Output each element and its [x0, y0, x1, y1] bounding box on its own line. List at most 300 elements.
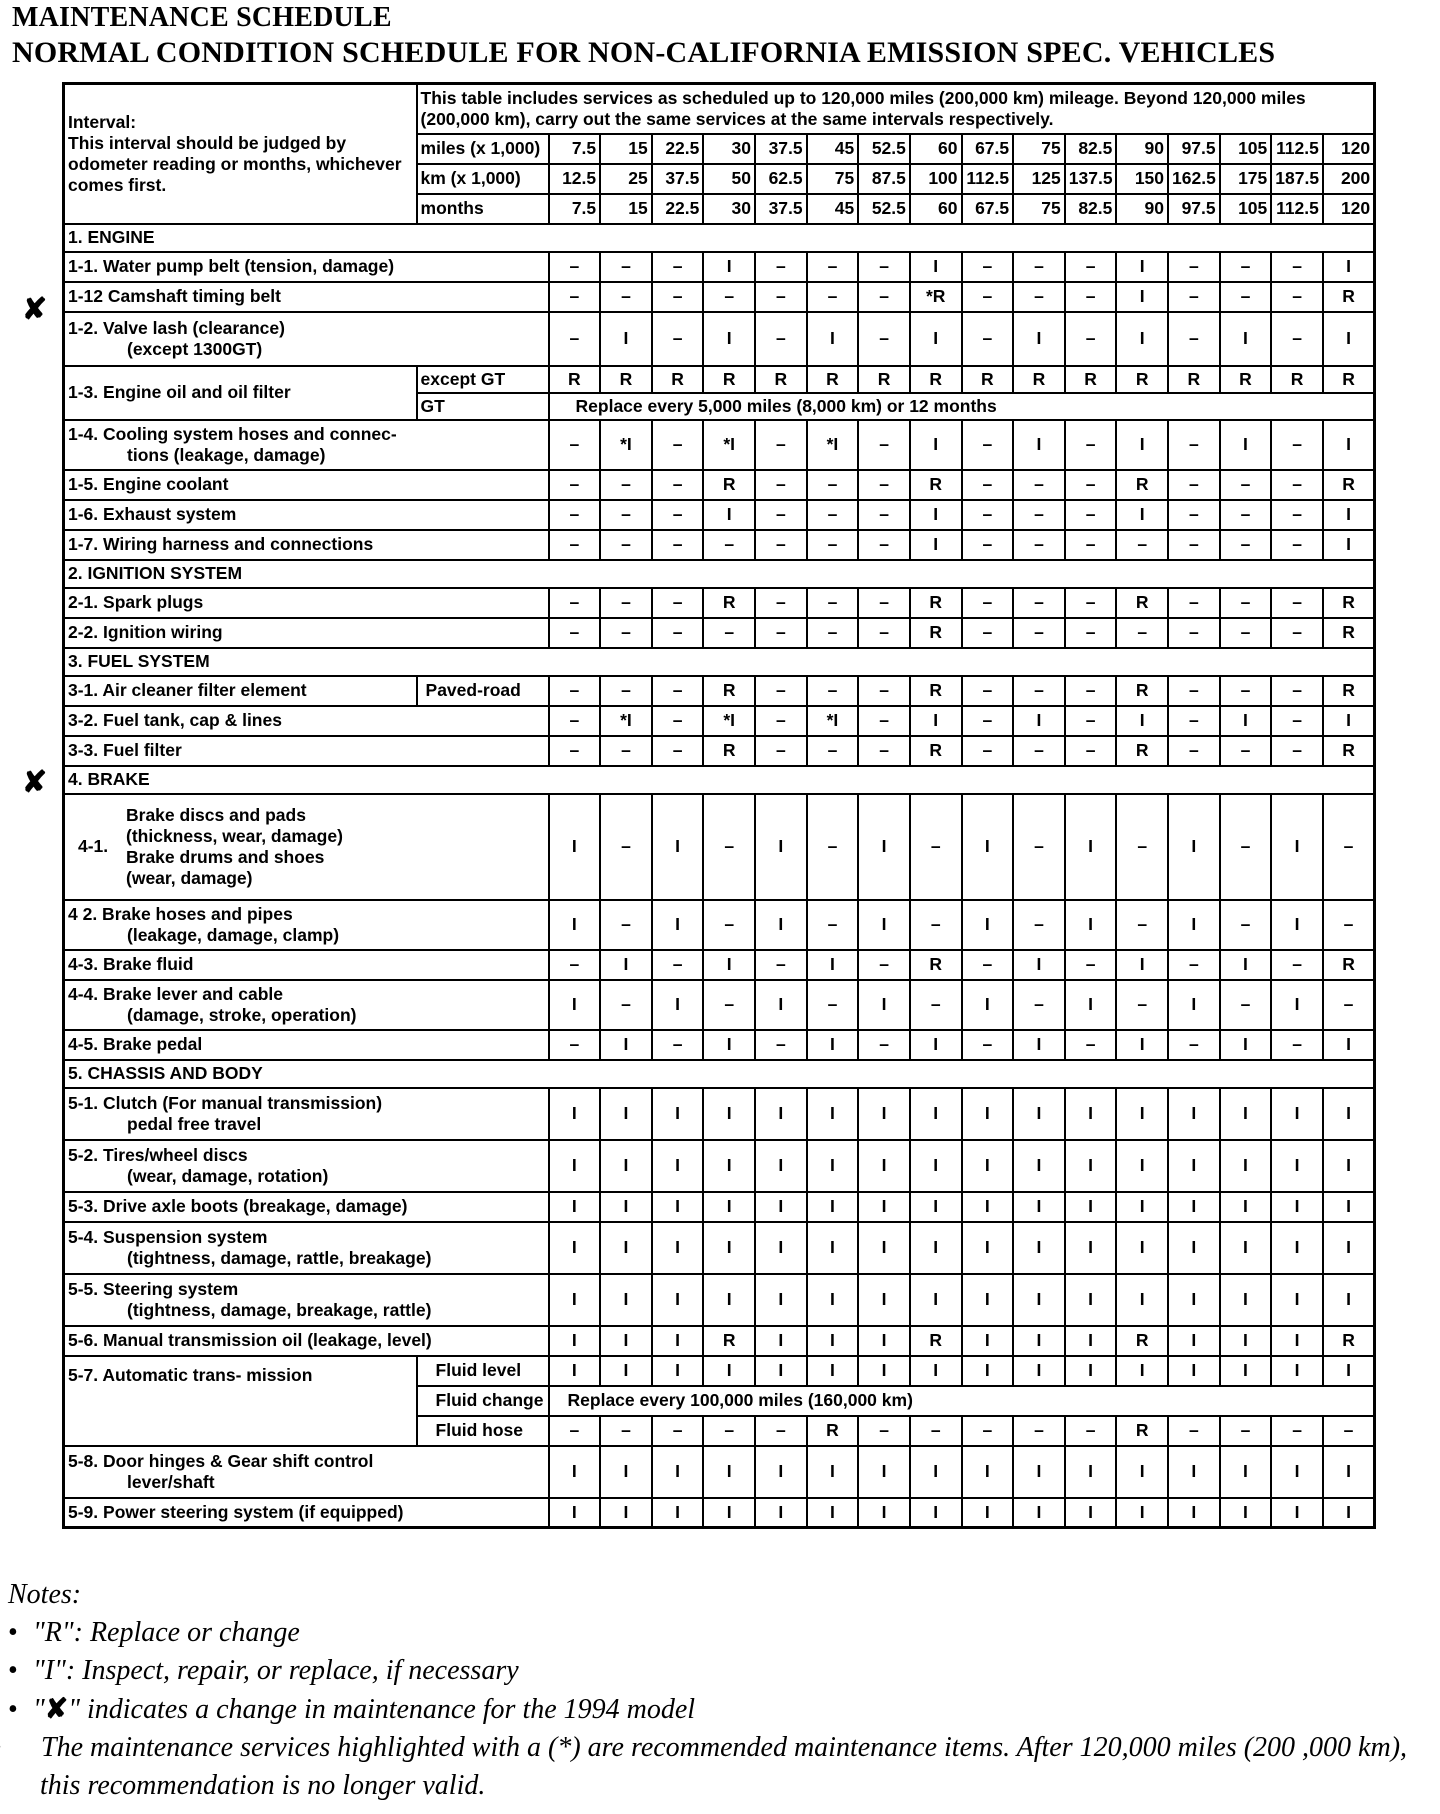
- schedule-cell: –: [962, 1030, 1014, 1060]
- schedule-cell: –: [1065, 282, 1117, 312]
- schedule-cell: –: [549, 676, 601, 706]
- schedule-cell: –: [1220, 1416, 1272, 1446]
- schedule-cell: –: [1116, 530, 1168, 560]
- item-label: 1-1. Water pump belt (tension, damage): [64, 252, 549, 282]
- schedule-cell: I: [1065, 1140, 1117, 1192]
- schedule-cell: –: [807, 900, 859, 950]
- schedule-cell: I: [1013, 1274, 1065, 1326]
- sub-label: GT: [417, 393, 549, 420]
- interval-value: 175: [1220, 164, 1272, 194]
- schedule-cell: I: [858, 1356, 910, 1386]
- schedule-cell: I: [807, 1326, 859, 1356]
- schedule-cell: –: [1220, 900, 1272, 950]
- schedule-cell: –: [652, 282, 704, 312]
- schedule-cell: I: [1168, 1140, 1220, 1192]
- schedule-cell: –: [1220, 980, 1272, 1030]
- schedule-cell: I: [1013, 1356, 1065, 1386]
- schedule-cell: I: [549, 980, 601, 1030]
- schedule-cell: –: [600, 676, 652, 706]
- schedule-cell: –: [755, 470, 807, 500]
- schedule-cell: I: [807, 1192, 859, 1222]
- schedule-cell: R: [910, 676, 962, 706]
- item-label: 4-5. Brake pedal: [64, 1030, 549, 1060]
- schedule-cell: –: [962, 676, 1014, 706]
- schedule-cell: R: [1116, 1416, 1168, 1446]
- schedule-cell: I: [1220, 1446, 1272, 1498]
- schedule-cell: –: [1013, 530, 1065, 560]
- schedule-cell: –: [703, 618, 755, 648]
- schedule-cell: I: [858, 1088, 910, 1140]
- schedule-cell: *I: [807, 420, 859, 470]
- schedule-cell: I: [755, 1498, 807, 1528]
- schedule-cell: R: [1116, 1326, 1168, 1356]
- schedule-cell: R: [1116, 676, 1168, 706]
- schedule-cell: –: [1065, 470, 1117, 500]
- schedule-cell: –: [1271, 588, 1323, 618]
- schedule-cell: –: [1220, 530, 1272, 560]
- schedule-cell: I: [910, 1192, 962, 1222]
- schedule-cell: –: [652, 618, 704, 648]
- schedule-cell: I: [962, 1274, 1014, 1326]
- schedule-cell: –: [755, 736, 807, 766]
- schedule-cell: –: [1220, 794, 1272, 900]
- schedule-cell: R: [1323, 950, 1375, 980]
- schedule-cell: –: [703, 530, 755, 560]
- schedule-cell: I: [1065, 1274, 1117, 1326]
- schedule-cell: –: [1013, 500, 1065, 530]
- schedule-cell: I: [652, 1274, 704, 1326]
- schedule-cell: –: [549, 618, 601, 648]
- schedule-cell: I: [807, 1498, 859, 1528]
- interval-value: 52.5: [858, 194, 910, 224]
- schedule-cell: I: [1013, 706, 1065, 736]
- schedule-cell: –: [1220, 676, 1272, 706]
- interval-value: 125: [1013, 164, 1065, 194]
- schedule-cell: I: [1013, 1326, 1065, 1356]
- schedule-cell: I: [858, 1498, 910, 1528]
- schedule-cell: I: [652, 1326, 704, 1356]
- schedule-cell: –: [1116, 980, 1168, 1030]
- schedule-cell: –: [807, 618, 859, 648]
- schedule-cell: –: [962, 282, 1014, 312]
- schedule-cell: I: [755, 980, 807, 1030]
- item-label: 5-2. Tires/wheel discs (wear, damage, rotation): [64, 1140, 549, 1192]
- schedule-cell: R: [1116, 588, 1168, 618]
- schedule-cell: –: [1168, 470, 1220, 500]
- schedule-cell: R: [910, 588, 962, 618]
- interval-value: 67.5: [962, 134, 1014, 164]
- schedule-cell: I: [1168, 1088, 1220, 1140]
- schedule-cell: I: [1116, 1274, 1168, 1326]
- gt-note: Replace every 5,000 miles (8,000 km) or 12 months: [549, 393, 1375, 420]
- schedule-cell: I: [858, 1192, 910, 1222]
- notes: [8, 1576, 1440, 1805]
- schedule-cell: I: [600, 950, 652, 980]
- schedule-cell: –: [1271, 530, 1323, 560]
- interval-value: 200: [1323, 164, 1375, 194]
- schedule-cell: I: [652, 1140, 704, 1192]
- interval-value: 60: [910, 134, 962, 164]
- interval-value: 22.5: [652, 194, 704, 224]
- section-chassis: 5. CHASSIS AND BODY: [64, 1060, 1375, 1088]
- schedule-cell: I: [755, 900, 807, 950]
- schedule-cell: I: [1168, 1274, 1220, 1326]
- item-label: 5-8. Door hinges & Gear shift control lever/shaft: [64, 1446, 549, 1498]
- schedule-cell: –: [962, 618, 1014, 648]
- schedule-cell: –: [600, 1416, 652, 1446]
- schedule-cell: I: [703, 1140, 755, 1192]
- schedule-cell: –: [703, 900, 755, 950]
- schedule-cell: I: [1168, 1222, 1220, 1274]
- schedule-cell: –: [1271, 950, 1323, 980]
- months-label: months: [417, 194, 549, 224]
- schedule-cell: I: [858, 1326, 910, 1356]
- schedule-cell: I: [703, 1192, 755, 1222]
- schedule-cell: –: [600, 252, 652, 282]
- schedule-cell: –: [1065, 618, 1117, 648]
- schedule-cell: –: [1323, 1416, 1375, 1446]
- schedule-cell: I: [703, 1088, 755, 1140]
- interval-value: 60: [910, 194, 962, 224]
- schedule-cell: –: [1220, 500, 1272, 530]
- schedule-cell: I: [910, 706, 962, 736]
- schedule-cell: R: [703, 1326, 755, 1356]
- interval-label: Interval:: [68, 111, 137, 132]
- schedule-cell: –: [1013, 470, 1065, 500]
- schedule-cell: I: [1116, 1446, 1168, 1498]
- schedule-cell: I: [962, 1356, 1014, 1386]
- schedule-cell: –: [1323, 980, 1375, 1030]
- schedule-cell: –: [755, 950, 807, 980]
- note-x: • "✘" indicates a change in maintenance for the 1994 model: [8, 1693, 696, 1725]
- section-ignition: 2. IGNITION SYSTEM: [64, 560, 1375, 588]
- schedule-cell: I: [1013, 950, 1065, 980]
- maintenance-table: [62, 82, 1376, 1529]
- interval-value: 15: [600, 134, 652, 164]
- schedule-cell: I: [703, 1222, 755, 1274]
- schedule-cell: R: [1323, 1326, 1375, 1356]
- interval-value: 100: [910, 164, 962, 194]
- schedule-cell: –: [652, 736, 704, 766]
- schedule-cell: I: [600, 1088, 652, 1140]
- schedule-cell: I: [910, 1030, 962, 1060]
- schedule-cell: I: [1013, 1446, 1065, 1498]
- interval-value: 30: [703, 194, 755, 224]
- schedule-cell: –: [1065, 1416, 1117, 1446]
- schedule-cell: I: [910, 1274, 962, 1326]
- schedule-cell: I: [1013, 312, 1065, 366]
- item-label: 5-6. Manual transmission oil (leakage, level): [64, 1326, 549, 1356]
- item-label: 1-3. Engine oil and oil filter: [64, 366, 417, 420]
- schedule-cell: R: [1323, 676, 1375, 706]
- schedule-cell: –: [652, 950, 704, 980]
- interval-value: 37.5: [652, 164, 704, 194]
- schedule-cell: R: [1168, 366, 1220, 393]
- schedule-cell: –: [858, 500, 910, 530]
- schedule-cell: I: [1013, 1192, 1065, 1222]
- schedule-cell: I: [549, 1222, 601, 1274]
- schedule-cell: –: [652, 706, 704, 736]
- schedule-cell: I: [858, 1140, 910, 1192]
- schedule-cell: –: [962, 312, 1014, 366]
- item-label: 4 2. Brake hoses and pipes (leakage, damage, clamp): [64, 900, 549, 950]
- schedule-cell: R: [1323, 470, 1375, 500]
- schedule-cell: I: [1116, 706, 1168, 736]
- interval-value: 37.5: [755, 194, 807, 224]
- schedule-cell: I: [807, 1446, 859, 1498]
- page-subtitle: NORMAL CONDITION SCHEDULE FOR NON-CALIFORNIA EMISSION SPEC. VEHICLES: [12, 36, 1276, 69]
- schedule-cell: –: [703, 282, 755, 312]
- schedule-cell: I: [703, 1498, 755, 1528]
- schedule-cell: –: [549, 950, 601, 980]
- interval-value: 45: [807, 134, 859, 164]
- schedule-cell: I: [962, 1140, 1014, 1192]
- schedule-cell: –: [1323, 794, 1375, 900]
- schedule-cell: I: [703, 1274, 755, 1326]
- schedule-cell: I: [858, 794, 910, 900]
- interval-value: 30: [703, 134, 755, 164]
- interval-value: 187.5: [1271, 164, 1323, 194]
- schedule-cell: –: [600, 980, 652, 1030]
- schedule-cell: I: [1271, 1140, 1323, 1192]
- schedule-cell: R: [1323, 588, 1375, 618]
- schedule-cell: –: [1013, 736, 1065, 766]
- schedule-cell: –: [807, 588, 859, 618]
- section-brake: 4. BRAKE: [64, 766, 1375, 794]
- schedule-cell: –: [600, 736, 652, 766]
- schedule-cell: –: [755, 500, 807, 530]
- interval-value: 90: [1116, 194, 1168, 224]
- schedule-cell: –: [549, 530, 601, 560]
- schedule-cell: –: [600, 794, 652, 900]
- schedule-cell: I: [807, 1222, 859, 1274]
- schedule-cell: R: [910, 1326, 962, 1356]
- schedule-cell: I: [1323, 500, 1375, 530]
- schedule-cell: –: [549, 706, 601, 736]
- schedule-cell: –: [1271, 312, 1323, 366]
- schedule-cell: I: [1013, 1498, 1065, 1528]
- schedule-cell: –: [1168, 736, 1220, 766]
- schedule-cell: –: [807, 470, 859, 500]
- schedule-cell: –: [1065, 706, 1117, 736]
- section-fuel: 3. FUEL SYSTEM: [64, 648, 1375, 676]
- schedule-cell: –: [1013, 794, 1065, 900]
- page-title: MAINTENANCE SCHEDULE: [12, 2, 392, 33]
- schedule-cell: I: [1323, 1088, 1375, 1140]
- miles-label: miles (x 1,000): [417, 134, 549, 164]
- schedule-cell: I: [1065, 1356, 1117, 1386]
- schedule-cell: I: [910, 1222, 962, 1274]
- schedule-cell: –: [1271, 1030, 1323, 1060]
- schedule-cell: –: [1220, 618, 1272, 648]
- schedule-cell: I: [549, 1326, 601, 1356]
- schedule-cell: I: [962, 1088, 1014, 1140]
- interval-value: 75: [1013, 134, 1065, 164]
- schedule-cell: –: [652, 530, 704, 560]
- schedule-cell: I: [703, 1030, 755, 1060]
- schedule-cell: –: [755, 420, 807, 470]
- schedule-cell: –: [652, 252, 704, 282]
- schedule-cell: –: [549, 282, 601, 312]
- schedule-cell: –: [1271, 252, 1323, 282]
- schedule-cell: –: [755, 588, 807, 618]
- schedule-cell: I: [1323, 420, 1375, 470]
- schedule-cell: –: [807, 794, 859, 900]
- schedule-cell: –: [1168, 1416, 1220, 1446]
- schedule-cell: I: [755, 1222, 807, 1274]
- interval-cell: [64, 84, 417, 224]
- schedule-cell: I: [1116, 1088, 1168, 1140]
- schedule-cell: I: [755, 1088, 807, 1140]
- schedule-cell: –: [755, 676, 807, 706]
- schedule-cell: –: [1065, 676, 1117, 706]
- schedule-cell: I: [755, 1274, 807, 1326]
- schedule-cell: I: [1323, 1356, 1375, 1386]
- schedule-cell: –: [1013, 980, 1065, 1030]
- change-mark-icon: ✘: [44, 1693, 69, 1724]
- schedule-cell: –: [549, 500, 601, 530]
- schedule-cell: I: [1220, 1030, 1272, 1060]
- schedule-cell: R: [703, 588, 755, 618]
- schedule-cell: –: [910, 1416, 962, 1446]
- schedule-cell: I: [910, 312, 962, 366]
- schedule-cell: R: [1323, 366, 1375, 393]
- item-label: 5-5. Steering system (tightness, damage, breakage, rattle): [64, 1274, 549, 1326]
- schedule-cell: I: [1065, 1498, 1117, 1528]
- schedule-cell: I: [1220, 706, 1272, 736]
- schedule-cell: I: [1220, 1498, 1272, 1528]
- schedule-cell: –: [1220, 736, 1272, 766]
- schedule-cell: I: [910, 1498, 962, 1528]
- schedule-cell: –: [1168, 420, 1220, 470]
- note-i: • "I": Inspect, repair, or replace, if necessary: [8, 1655, 519, 1686]
- interval-value: 87.5: [858, 164, 910, 194]
- schedule-cell: –: [1271, 420, 1323, 470]
- schedule-cell: I: [1116, 1356, 1168, 1386]
- schedule-cell: I: [652, 980, 704, 1030]
- schedule-cell: –: [652, 676, 704, 706]
- schedule-cell: I: [1220, 1222, 1272, 1274]
- interval-value: 75: [1013, 194, 1065, 224]
- schedule-cell: –: [962, 950, 1014, 980]
- schedule-cell: I: [652, 1222, 704, 1274]
- schedule-cell: –: [807, 282, 859, 312]
- schedule-cell: –: [1013, 900, 1065, 950]
- schedule-cell: I: [1220, 1192, 1272, 1222]
- note-star: The maintenance services highlighted with a (*) are recommended maintenance items. After 120,000 miles (200 ,000 km), this recommendation is no longer valid.: [40, 1732, 1408, 1801]
- schedule-cell: R: [1065, 366, 1117, 393]
- schedule-cell: R: [1013, 366, 1065, 393]
- schedule-cell: –: [858, 706, 910, 736]
- schedule-cell: I: [1013, 1140, 1065, 1192]
- item-label: 3-1. Air cleaner filter element: [64, 676, 417, 706]
- schedule-cell: I: [1065, 1326, 1117, 1356]
- interval-value: 22.5: [652, 134, 704, 164]
- schedule-cell: R: [807, 366, 859, 393]
- schedule-cell: R: [1116, 736, 1168, 766]
- schedule-cell: I: [1116, 1498, 1168, 1528]
- schedule-cell: R: [703, 366, 755, 393]
- schedule-cell: –: [600, 900, 652, 950]
- schedule-cell: –: [600, 618, 652, 648]
- schedule-cell: –: [1220, 252, 1272, 282]
- item-label: 3-3. Fuel filter: [64, 736, 549, 766]
- schedule-cell: –: [1271, 618, 1323, 648]
- schedule-cell: I: [652, 794, 704, 900]
- schedule-cell: R: [652, 366, 704, 393]
- schedule-cell: I: [962, 980, 1014, 1030]
- schedule-cell: –: [858, 312, 910, 366]
- schedule-cell: I: [1116, 1192, 1168, 1222]
- schedule-cell: –: [755, 252, 807, 282]
- interval-value: 120: [1323, 194, 1375, 224]
- interval-value: 15: [600, 194, 652, 224]
- schedule-cell: –: [807, 736, 859, 766]
- schedule-cell: I: [1220, 312, 1272, 366]
- schedule-cell: I: [600, 1192, 652, 1222]
- schedule-cell: I: [910, 1446, 962, 1498]
- interval-value: 45: [807, 194, 859, 224]
- schedule-cell: I: [755, 1326, 807, 1356]
- schedule-cell: –: [1116, 618, 1168, 648]
- schedule-cell: I: [1065, 1192, 1117, 1222]
- schedule-cell: –: [1116, 900, 1168, 950]
- schedule-cell: I: [1065, 1446, 1117, 1498]
- schedule-cell: I: [755, 1446, 807, 1498]
- schedule-cell: I: [1220, 1088, 1272, 1140]
- schedule-cell: I: [1116, 1140, 1168, 1192]
- schedule-cell: –: [549, 1416, 601, 1446]
- schedule-cell: I: [1116, 420, 1168, 470]
- schedule-cell: I: [910, 420, 962, 470]
- schedule-cell: I: [755, 1140, 807, 1192]
- schedule-cell: –: [962, 736, 1014, 766]
- schedule-cell: R: [910, 736, 962, 766]
- interval-value: 105: [1220, 194, 1272, 224]
- schedule-cell: I: [1220, 1140, 1272, 1192]
- schedule-cell: I: [807, 1274, 859, 1326]
- sub-label: Fluid hose: [417, 1416, 549, 1446]
- schedule-cell: –: [652, 500, 704, 530]
- schedule-cell: –: [858, 282, 910, 312]
- schedule-cell: I: [703, 500, 755, 530]
- schedule-cell: I: [1323, 1274, 1375, 1326]
- schedule-cell: –: [549, 736, 601, 766]
- schedule-cell: I: [858, 1222, 910, 1274]
- schedule-cell: I: [652, 1356, 704, 1386]
- schedule-cell: R: [549, 366, 601, 393]
- schedule-cell: –: [549, 420, 601, 470]
- schedule-cell: I: [1168, 1356, 1220, 1386]
- schedule-cell: I: [600, 1498, 652, 1528]
- schedule-cell: I: [652, 1498, 704, 1528]
- schedule-cell: I: [755, 794, 807, 900]
- schedule-cell: I: [703, 312, 755, 366]
- schedule-cell: –: [1220, 282, 1272, 312]
- schedule-cell: I: [1116, 282, 1168, 312]
- schedule-cell: I: [910, 252, 962, 282]
- schedule-cell: –: [1013, 676, 1065, 706]
- interval-value: 67.5: [962, 194, 1014, 224]
- schedule-cell: –: [1013, 618, 1065, 648]
- schedule-cell: –: [807, 676, 859, 706]
- schedule-cell: I: [962, 1326, 1014, 1356]
- schedule-cell: I: [1323, 1446, 1375, 1498]
- schedule-cell: –: [1220, 470, 1272, 500]
- schedule-cell: I: [807, 1030, 859, 1060]
- schedule-cell: I: [1168, 1326, 1220, 1356]
- schedule-cell: R: [755, 366, 807, 393]
